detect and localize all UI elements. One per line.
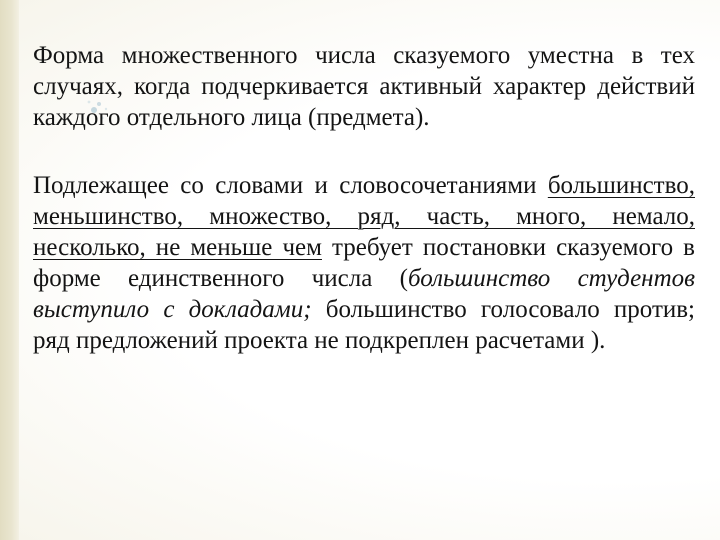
decorative-left-band — [0, 0, 19, 540]
paragraph-intro: Подлежащее со словами и словосочетаниями — [33, 172, 548, 199]
paragraph-middle: требует постановки сказуемого в форме единственного числа ( — [33, 234, 695, 292]
slide-body-text — [33, 40, 695, 356]
paragraph-ending: большинство голосовало против; ряд предложений проекта не подкреплен расчетами ). — [33, 296, 695, 354]
underlined-quantity-words: большинство, меньшинство, множество, ряд, часть, много, немало, несколько, не меньше чем — [33, 172, 695, 261]
italic-example: большинство студентов выступило с докладами; — [33, 265, 695, 323]
paragraph-singular-predicate — [33, 170, 695, 356]
paragraph-plural-predicate: Форма множественного числа сказуемого уместна в тех случаях, когда подчеркивается активный характер действий каждого отдельного лица (предмета). — [33, 42, 695, 131]
